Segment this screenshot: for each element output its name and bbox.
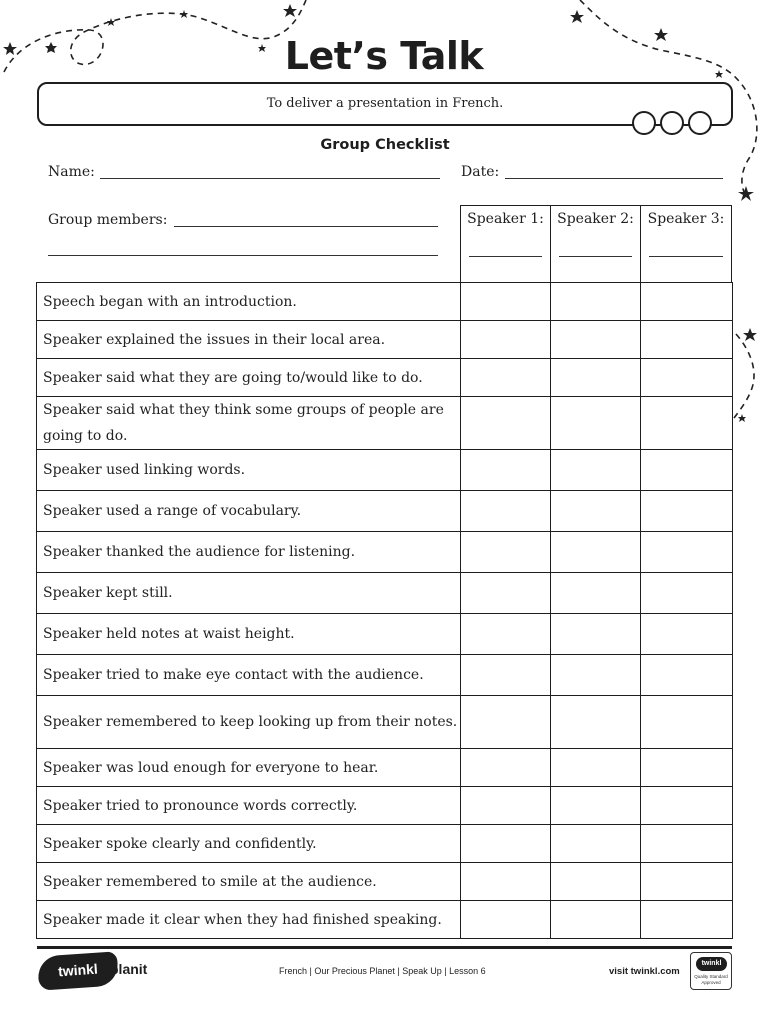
speaker-2-checkbox[interactable] — [551, 450, 641, 491]
footer-divider — [37, 946, 732, 949]
speaker-2-checkbox[interactable] — [551, 825, 641, 863]
website-link[interactable]: visit twinkl.com — [609, 966, 680, 977]
star-icon — [738, 186, 754, 201]
speaker-2-checkbox[interactable] — [551, 532, 641, 573]
speaker-2-name-line[interactable] — [559, 256, 632, 257]
speaker-1-checkbox[interactable] — [461, 655, 551, 696]
speaker-3-checkbox[interactable] — [641, 696, 733, 749]
checklist-row — [37, 901, 733, 939]
speaker-2-checkbox[interactable] — [551, 283, 641, 321]
speaker-1-checkbox[interactable] — [461, 283, 551, 321]
speaker-1-checkbox[interactable] — [461, 749, 551, 787]
criterion-text: Speaker remembered to smile at the audience. — [37, 863, 461, 901]
star-icon — [743, 328, 757, 341]
speaker-1-checkbox[interactable] — [461, 573, 551, 614]
speaker-3-checkbox[interactable] — [641, 321, 733, 359]
speaker-1-checkbox[interactable] — [461, 696, 551, 749]
criterion-text: Speaker thanked the audience for listening. — [37, 532, 461, 573]
speaker-3-checkbox[interactable] — [641, 450, 733, 491]
star-icon — [570, 10, 584, 23]
criterion-text: Speaker kept still. — [37, 573, 461, 614]
checklist-row — [37, 863, 733, 901]
speaker-3-label: Speaker 3: — [647, 211, 725, 227]
group-members-field-extra[interactable] — [48, 255, 438, 256]
speaker-1-checkbox[interactable] — [461, 397, 551, 450]
criterion-text: Speaker remembered to keep looking up from their notes. — [37, 696, 461, 749]
criterion-text: Speaker said what they think some groups of people are going to do. — [37, 397, 461, 450]
checklist-row — [37, 532, 733, 573]
criterion-text: Speaker said what they are going to/would like to do. — [37, 359, 461, 397]
name-field[interactable] — [100, 178, 440, 179]
speaker-1-checkbox[interactable] — [461, 359, 551, 397]
speaker-1-checkbox[interactable] — [461, 532, 551, 573]
speaker-3-checkbox[interactable] — [641, 397, 733, 450]
checklist-row — [37, 614, 733, 655]
name-label: Name: — [48, 164, 95, 180]
speaker-1-checkbox[interactable] — [461, 450, 551, 491]
criterion-text: Speaker was loud enough for everyone to hear. — [37, 749, 461, 787]
date-label: Date: — [461, 164, 500, 180]
speaker-2-checkbox[interactable] — [551, 321, 641, 359]
checklist-row — [37, 787, 733, 825]
star-icon — [283, 4, 297, 17]
speaker-2-checkbox[interactable] — [551, 749, 641, 787]
speaker-2-checkbox[interactable] — [551, 901, 641, 939]
planit-logo: planit — [110, 961, 148, 977]
speaker-1-name-line[interactable] — [469, 256, 542, 257]
speaker-3-checkbox[interactable] — [641, 491, 733, 532]
checklist-heading: Group Checklist — [320, 137, 450, 153]
page-title: Let’s Talk — [284, 34, 484, 78]
checklist-row — [37, 491, 733, 532]
speaker-3-checkbox[interactable] — [641, 532, 733, 573]
badge-caption: Quality Standard Approved — [694, 974, 728, 985]
star-icon — [107, 18, 115, 26]
checklist-row — [37, 825, 733, 863]
checklist-row — [37, 397, 733, 450]
checklist-row — [37, 573, 733, 614]
lesson-info: French | Our Precious Planet | Speak Up | Lesson 6 — [279, 966, 486, 976]
checklist-row — [37, 321, 733, 359]
group-members-label: Group members: — [48, 212, 168, 228]
criterion-text: Speaker spoke clearly and confidently. — [37, 825, 461, 863]
criterion-text: Speaker tried to pronounce words correctly. — [37, 787, 461, 825]
speaker-2-header — [550, 205, 641, 283]
learning-objective-text: To deliver a presentation in French. — [266, 96, 504, 111]
checklist-row — [37, 450, 733, 491]
speaker-2-checkbox[interactable] — [551, 359, 641, 397]
speaker-2-checkbox[interactable] — [551, 696, 641, 749]
quality-badge — [690, 952, 732, 990]
speaker-2-checkbox[interactable] — [551, 491, 641, 532]
speaker-2-checkbox[interactable] — [551, 863, 641, 901]
speaker-1-checkbox[interactable] — [461, 321, 551, 359]
speaker-1-header — [460, 205, 551, 283]
criterion-text: Speech began with an introduction. — [37, 283, 461, 321]
speaker-3-checkbox[interactable] — [641, 863, 733, 901]
speaker-1-checkbox[interactable] — [461, 787, 551, 825]
criterion-text: Speaker used a range of vocabulary. — [37, 491, 461, 532]
criterion-text: Speaker explained the issues in their local area. — [37, 321, 461, 359]
speaker-3-checkbox[interactable] — [641, 614, 733, 655]
criterion-text: Speaker tried to make eye contact with the audience. — [37, 655, 461, 696]
date-field[interactable] — [505, 178, 723, 179]
speaker-1-checkbox[interactable] — [461, 491, 551, 532]
checklist-row — [37, 696, 733, 749]
speaker-3-checkbox[interactable] — [641, 825, 733, 863]
speaker-1-checkbox[interactable] — [461, 614, 551, 655]
speaker-3-header — [640, 205, 732, 283]
checklist-row — [37, 359, 733, 397]
speaker-3-checkbox[interactable] — [641, 655, 733, 696]
criterion-text: Speaker held notes at waist height. — [37, 614, 461, 655]
speaker-1-checkbox[interactable] — [461, 863, 551, 901]
speaker-1-label: Speaker 1: — [467, 211, 544, 227]
criterion-text: Speaker made it clear when they had finished speaking. — [37, 901, 461, 939]
speaker-2-checkbox[interactable] — [551, 787, 641, 825]
badge-title: twinkl — [696, 957, 727, 971]
checklist-row — [37, 749, 733, 787]
checklist-row — [37, 655, 733, 696]
speaker-3-checkbox[interactable] — [641, 787, 733, 825]
twinkl-logo: twinkl — [37, 951, 119, 990]
star-icon — [738, 414, 746, 422]
speaker-2-label: Speaker 2: — [557, 211, 634, 227]
speaker-3-checkbox[interactable] — [641, 283, 733, 321]
speaker-3-checkbox[interactable] — [641, 573, 733, 614]
speaker-1-checkbox[interactable] — [461, 901, 551, 939]
speaker-1-checkbox[interactable] — [461, 825, 551, 863]
star-icon — [180, 10, 188, 18]
speaker-2-checkbox[interactable] — [551, 655, 641, 696]
checklist-table — [36, 282, 733, 939]
speaker-3-checkbox[interactable] — [641, 749, 733, 787]
speaker-3-checkbox[interactable] — [641, 901, 733, 939]
speaker-2-checkbox[interactable] — [551, 614, 641, 655]
speaker-3-checkbox[interactable] — [641, 359, 733, 397]
criterion-text: Speaker used linking words. — [37, 450, 461, 491]
speaker-3-name-line[interactable] — [649, 256, 723, 257]
speaker-2-checkbox[interactable] — [551, 397, 641, 450]
group-members-field[interactable] — [174, 226, 438, 227]
checklist-row — [37, 283, 733, 321]
speaker-2-checkbox[interactable] — [551, 573, 641, 614]
decorative-rings — [628, 110, 718, 136]
